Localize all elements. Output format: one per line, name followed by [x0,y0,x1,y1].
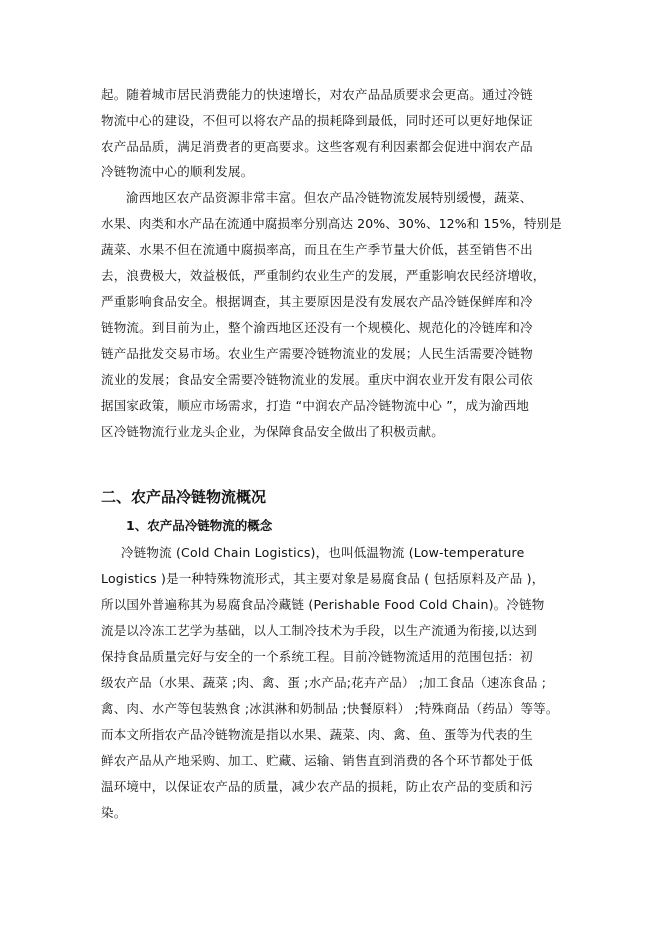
paragraph-line: 禽、肉、水产等包装熟食 ;冰淇淋和奶制品 ;快餐原料） ;特殊商品（药品）等等。 [101,701,559,716]
paragraph-line: 严重影响食品安全。根据调查，其主要原因是没有发展农产品冷链保鲜库和冷 [101,294,533,309]
paragraph-line: 保持食品质量完好与安全的一个系统工程。目前冷链物流适用的范围包括：初 [101,649,533,664]
paragraph-line: 渝西地区农产品资源非常丰富。但农产品冷链物流发展特别缓慢，蔬菜、 [126,190,533,205]
paragraph-line: Logistics )是一种特殊物流形式，其主要对象是易腐食品 ( 包括原料及产品 )， [101,571,545,586]
paragraph-line: 冷链物流中心的顺利发展。 [101,164,254,179]
paragraph-line: 流业的发展；食品安全需要冷链物流业的发展。重庆中润农业开发有限公司依 [101,372,533,387]
paragraph-line: 冷链物流 (Cold Chain Logistics)，也叫低温物流 (Low-temperature [121,545,525,560]
paragraph-line: 而本文所指农产品冷链物流是指以水果、蔬菜、肉、禽、鱼、蛋等为代表的生 [101,727,533,742]
paragraph-line: 农产品品质，满足消费者的更高要求。这些客观有利因素都会促进中润农产品 [101,139,533,154]
paragraph-line: 级农产品（水果、蔬菜 ;肉、禽、蛋 ;水产品;花卉产品） ;加工食品（速冻食品 ; [101,675,547,690]
paragraph-line: 温环境中，以保证农产品的质量，减少农产品的损耗，防止农产品的变质和污 [101,779,533,794]
paragraph-line: 据国家政策，顺应市场需求，打造 “中润农产品冷链物流中心 ”，成为渝西地 [101,398,530,413]
sub-heading: 1、农产品冷链物流的概念 [126,518,273,533]
paragraph-line: 蔬菜、水果不但在流通中腐损率高，而且在生产季节量大价低，甚至销售不出 [101,242,533,257]
paragraph-line: 区冷链物流行业龙头企业，为保障食品安全做出了积极贡献。 [101,424,444,439]
paragraph-line: 所以国外普遍称其为易腐食品冷藏链 (Perishable Food Cold Chain)。冷链物 [101,597,545,612]
section-heading: 二、农产品冷链物流概况 [101,488,267,506]
paragraph-line: 链物流。到目前为止，整个渝西地区还没有一个规模化、规范化的冷链库和冷 [101,320,533,335]
paragraph-line: 流是以冷冻工艺学为基础，以人工制冷技术为手段，以生产流通为衔接,以达到 [101,623,537,638]
paragraph-line: 去，浪费极大，效益极低，严重制约农业生产的发展，严重影响农民经济增收， [101,268,546,283]
paragraph-line: 链产品批发交易市场。农业生产需要冷链物流业的发展；人民生活需要冷链物 [101,346,533,361]
paragraph-line: 水果、肉类和水产品在流通中腐损率分别高达 20%、30%、12%和 15%，特别是 [101,216,562,231]
paragraph-line: 鲜农产品从产地采购、加工、贮藏、运输、销售直到消费的各个环节都处于低 [101,753,533,768]
paragraph-line: 物流中心的建设，不但可以将农产品的损耗降到最低，同时还可以更好地保证 [101,113,533,128]
paragraph-line: 起。随着城市居民消费能力的快速增长，对农产品品质要求会更高。通过冷链 [101,87,533,102]
paragraph-line: 染。 [101,805,127,820]
